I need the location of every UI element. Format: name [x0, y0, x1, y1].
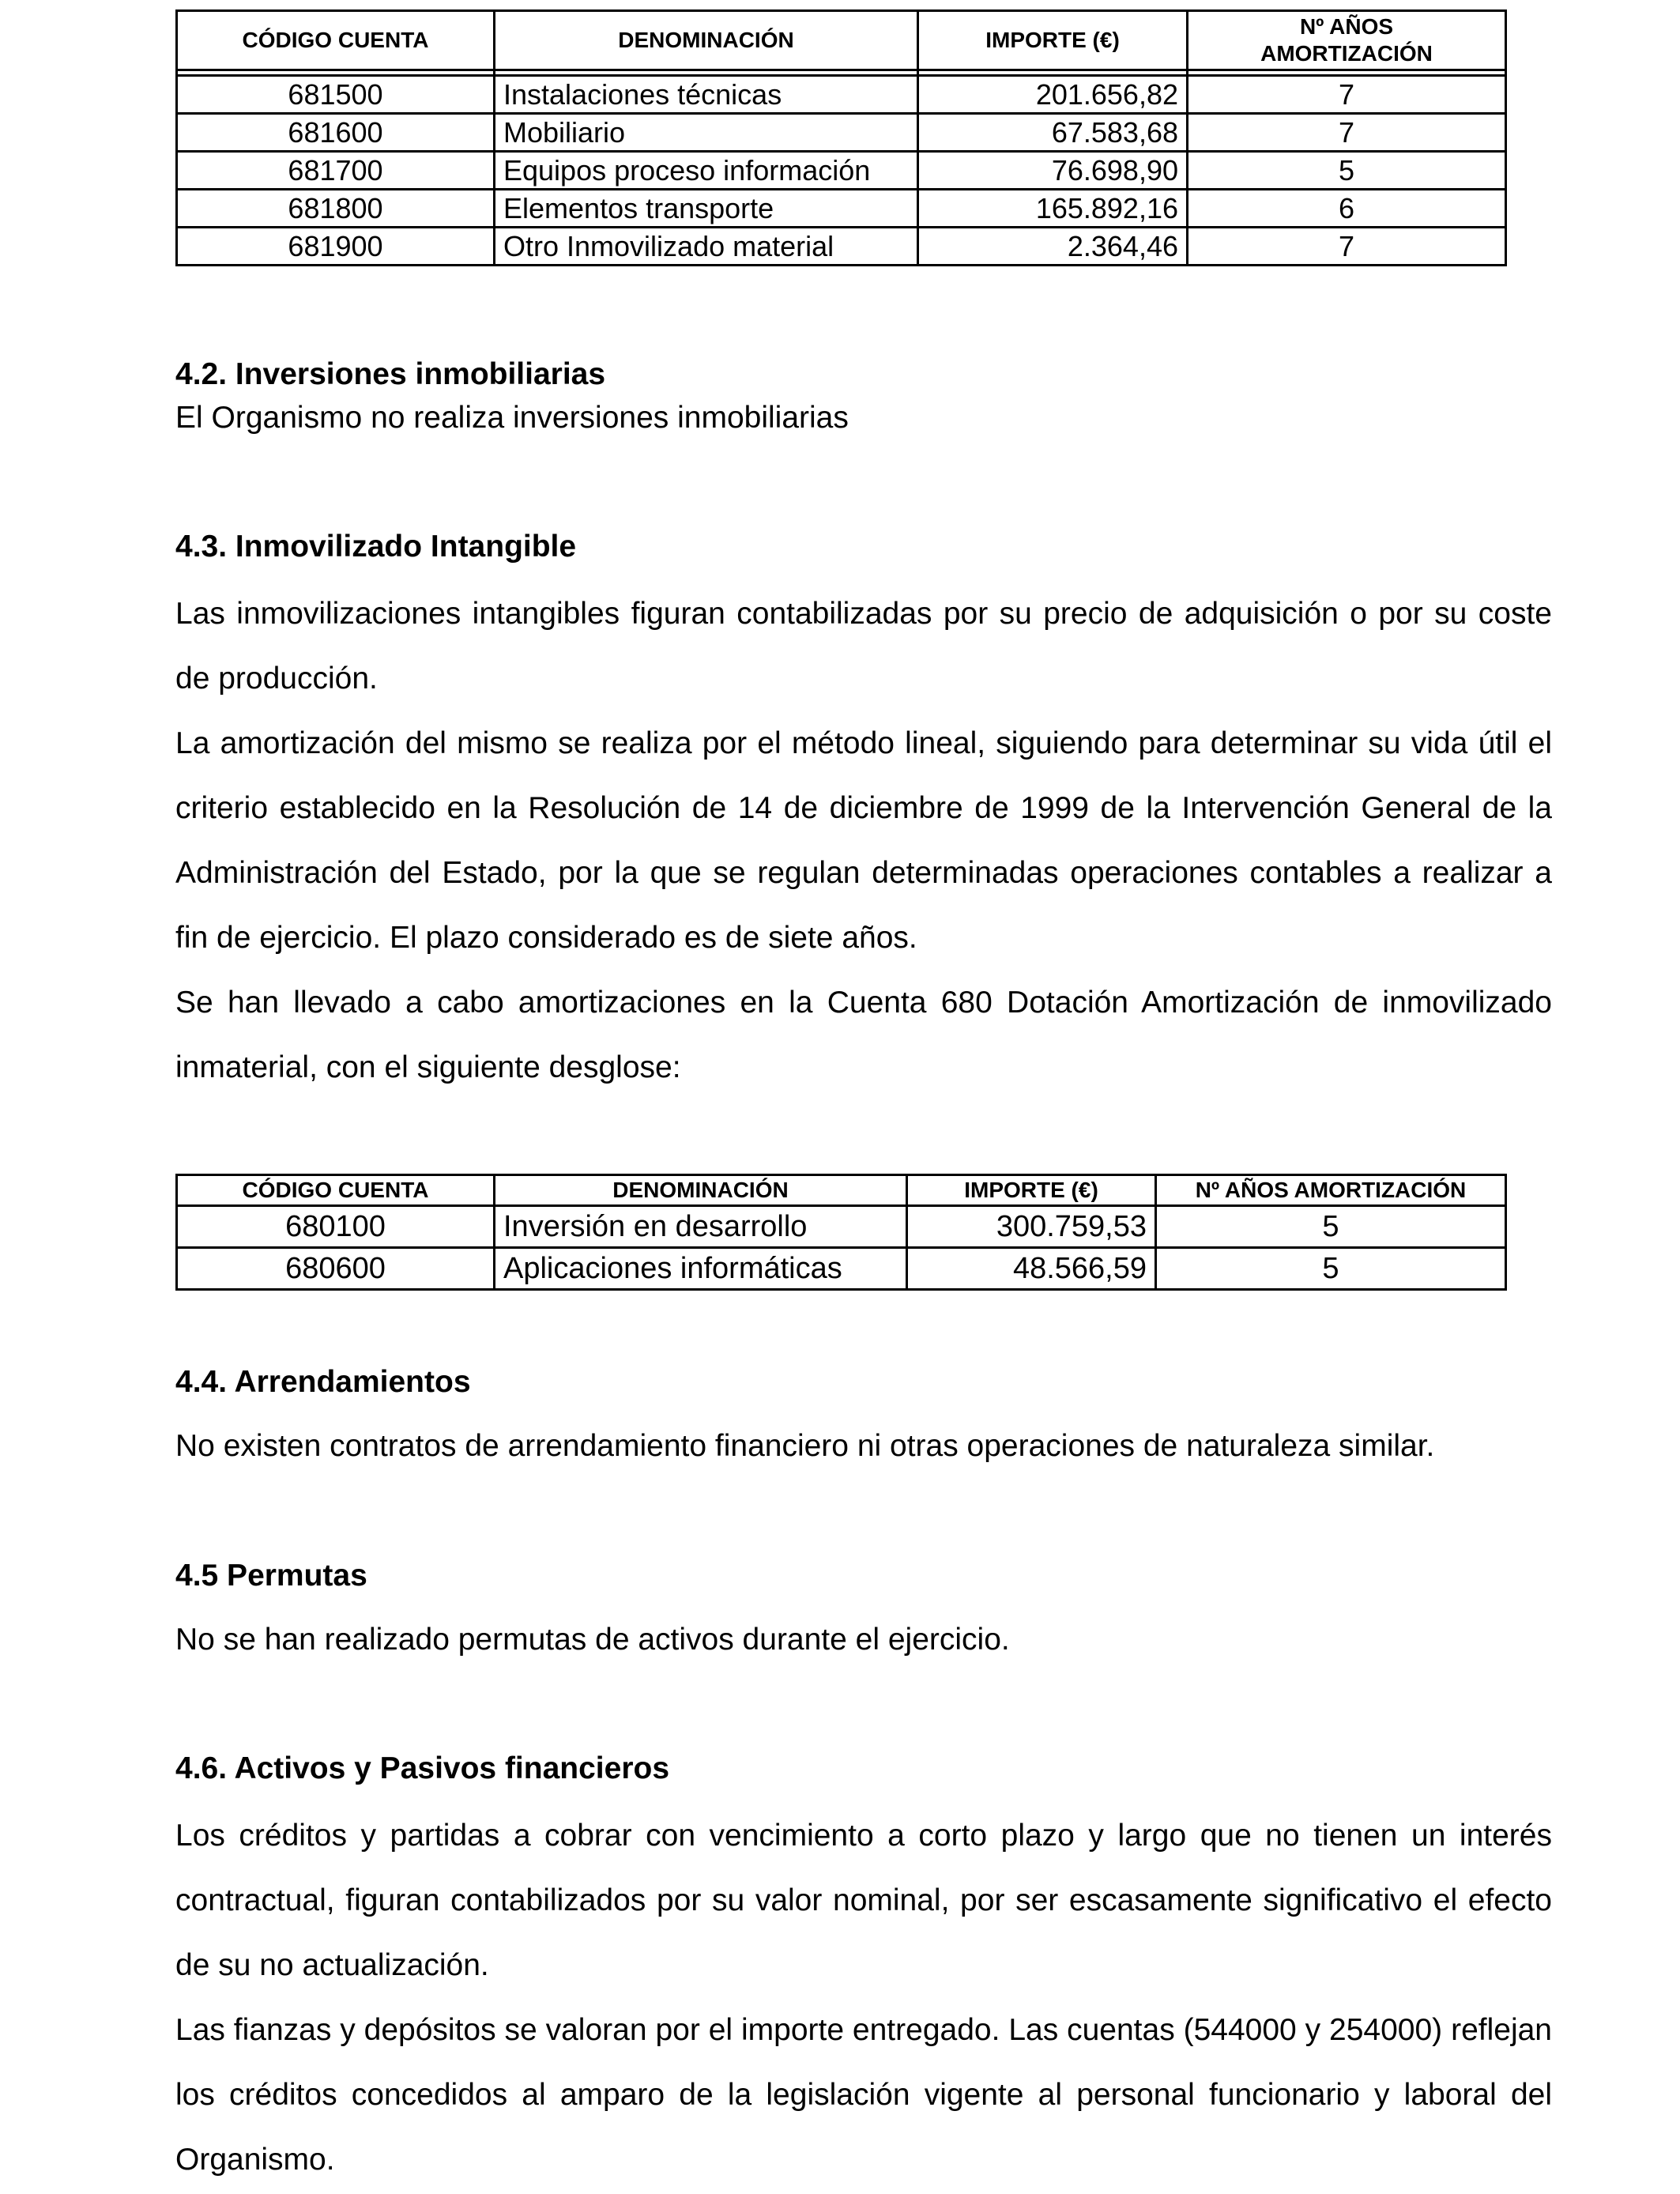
- header-code: CÓDIGO CUENTA: [177, 1175, 495, 1206]
- table-row: [177, 114, 1506, 152]
- heading-4-3: 4.3. Inmovilizado Intangible: [175, 530, 577, 564]
- cell-amount: 165.892,16: [918, 190, 1188, 228]
- cell-name: Equipos proceso información: [495, 152, 918, 190]
- cell-name: Mobiliario: [495, 114, 918, 152]
- table-row: [177, 1248, 1506, 1290]
- cell-amount: 48.566,59: [907, 1248, 1156, 1290]
- cell-name: Elementos transporte: [495, 190, 918, 228]
- cell-code: 681600: [177, 114, 495, 152]
- cell-years: 5: [1156, 1206, 1506, 1248]
- header-years-line1: Nº AÑOS: [1299, 14, 1394, 39]
- text-4-6-para1: Los créditos y partidas a cobrar con vencimiento a corto plazo y largo que no tienen un interés contractual, figuran contabilizados por su valor nominal, por ser escasamente significativo el efecto de su no actualización.: [175, 1819, 1552, 1982]
- header-years: Nº AÑOS AMORTIZACIÓN: [1156, 1175, 1506, 1206]
- text-4-2: El Organismo no realiza inversiones inmobiliarias: [175, 401, 849, 435]
- cell-name: Aplicaciones informáticas: [495, 1248, 907, 1290]
- cell-code: 681700: [177, 152, 495, 190]
- cell-code: 681900: [177, 228, 495, 266]
- cell-years: 5: [1156, 1248, 1506, 1290]
- header-years-line2: AMORTIZACIÓN: [1260, 41, 1433, 66]
- cell-years: 7: [1188, 228, 1506, 266]
- table-row: [177, 1206, 1506, 1248]
- cell-code: 680600: [177, 1248, 495, 1290]
- text-4-5: No se han realizado permutas de activos durante el ejercicio.: [175, 1623, 1010, 1657]
- table-spacer-row: [177, 70, 1506, 76]
- intangible-amortization-table: [175, 1174, 1507, 1291]
- cell-years: 7: [1188, 114, 1506, 152]
- cell-amount: 300.759,53: [907, 1206, 1156, 1248]
- cell-amount: 67.583,68: [918, 114, 1188, 152]
- table-header-row: [177, 1175, 1506, 1206]
- heading-4-6: 4.6. Activos y Pasivos financieros: [175, 1751, 670, 1785]
- cell-amount: 201.656,82: [918, 76, 1188, 114]
- header-amount: IMPORTE (€): [907, 1175, 1156, 1206]
- header-name: DENOMINACIÓN: [495, 1175, 907, 1206]
- cell-amount: 2.364,46: [918, 228, 1188, 266]
- cell-years: 5: [1188, 152, 1506, 190]
- table-row: [177, 228, 1506, 266]
- cell-code: 680100: [177, 1206, 495, 1248]
- material-amortization-table: [175, 9, 1507, 266]
- text-4-3-para2: La amortización del mismo se realiza por el método lineal, siguiendo para determinar su vida útil el criterio establecido en la Resolución de 14 de diciembre de 1999 de la Intervención General de la Administración del Estado, por la que se regulan determinadas operaciones contables a realizar a fin de ejercicio. El plazo considerado es de siete años.: [175, 726, 1552, 955]
- header-amount: IMPORTE (€): [918, 11, 1188, 70]
- text-4-3-para1: Las inmovilizaciones intangibles figuran contabilizadas por su precio de adquisición o por su coste de producción.: [175, 597, 1552, 696]
- cell-code: 681800: [177, 190, 495, 228]
- table-row: [177, 190, 1506, 228]
- cell-amount: 76.698,90: [918, 152, 1188, 190]
- header-code: CÓDIGO CUENTA: [177, 11, 495, 70]
- table-row: [177, 152, 1506, 190]
- header-name: DENOMINACIÓN: [495, 11, 918, 70]
- cell-name: Instalaciones técnicas: [495, 76, 918, 114]
- cell-code: 681500: [177, 76, 495, 114]
- table-header-row: [177, 11, 1506, 70]
- header-years: [1188, 11, 1506, 70]
- cell-years: 7: [1188, 76, 1506, 114]
- heading-4-4: 4.4. Arrendamientos: [175, 1365, 471, 1399]
- heading-4-2: 4.2. Inversiones inmobiliarias: [175, 357, 606, 391]
- cell-years: 6: [1188, 190, 1506, 228]
- text-4-6-para2: Las fianzas y depósitos se valoran por el importe entregado. Las cuentas (544000 y 254000) reflejan los créditos concedidos al amparo de la legislación vigente al personal funcionario y laboral del Organismo.: [175, 2013, 1552, 2177]
- table-row: [177, 76, 1506, 114]
- text-4-3-para3: Se han llevado a cabo amortizaciones en la Cuenta 680 Dotación Amortización de inmovilizado inmaterial, con el siguiente desglose:: [175, 986, 1552, 1084]
- cell-name: Inversión en desarrollo: [495, 1206, 907, 1248]
- heading-4-5: 4.5 Permutas: [175, 1559, 367, 1593]
- text-4-4: No existen contratos de arrendamiento financiero ni otras operaciones de naturaleza similar.: [175, 1429, 1435, 1463]
- cell-name: Otro Inmovilizado material: [495, 228, 918, 266]
